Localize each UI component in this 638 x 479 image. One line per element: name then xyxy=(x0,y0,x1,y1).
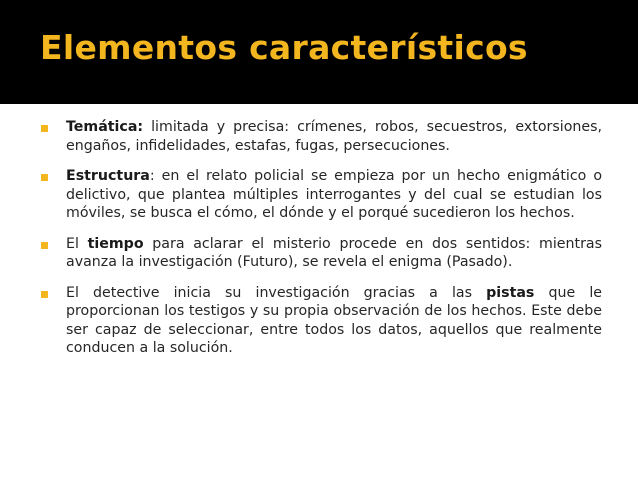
bullet-item-tiempo xyxy=(40,235,602,272)
bullet-list xyxy=(40,118,602,370)
square-bullet-icon xyxy=(41,291,48,298)
square-bullet-icon xyxy=(41,125,48,132)
bullet-text xyxy=(66,167,602,223)
bullet-prefix: El xyxy=(66,235,88,252)
title-bar xyxy=(0,0,638,104)
bullet-body: que le proporcionan los testigos y su propia observación de los hechos. Este debe ser capaz de seleccionar, entre todos los datos, aquellos que realmente conducen a la solución. xyxy=(66,284,602,356)
bullet-text xyxy=(66,118,602,155)
bullet-body: : en el relato policial se empieza por un hecho enigmático o delictivo, que plantea múltiples interrogantes y del cual se estudian los móviles, se busca el cómo, el dónde y el porqué sucedieron los hechos. xyxy=(66,168,602,221)
bullet-item-estructura xyxy=(40,167,602,223)
bullet-text xyxy=(66,235,602,272)
bullet-body: limitada y precisa: crímenes, robos, secuestros, extorsiones, engaños, infidelidades, estafas, fugas, persecuciones. xyxy=(66,119,602,154)
bullet-term: tiempo xyxy=(87,235,144,252)
bullet-body: para aclarar el misterio procede en dos sentidos: mientras avanza la investigación (Futuro), se revela el enigma (Pasado). xyxy=(66,235,602,270)
bullet-item-tematica xyxy=(40,118,602,155)
bullet-term: Estructura xyxy=(66,168,150,184)
square-bullet-icon xyxy=(41,242,48,249)
slide-title: Elementos característicos xyxy=(40,28,528,67)
bullet-term: pistas xyxy=(486,284,535,301)
bullet-term: Temática: xyxy=(66,119,144,135)
bullet-prefix: El detective inicia su investigación gracias a las xyxy=(66,284,487,301)
bullet-item-pistas xyxy=(40,284,602,358)
bullet-text xyxy=(66,284,602,358)
square-bullet-icon xyxy=(41,174,48,181)
